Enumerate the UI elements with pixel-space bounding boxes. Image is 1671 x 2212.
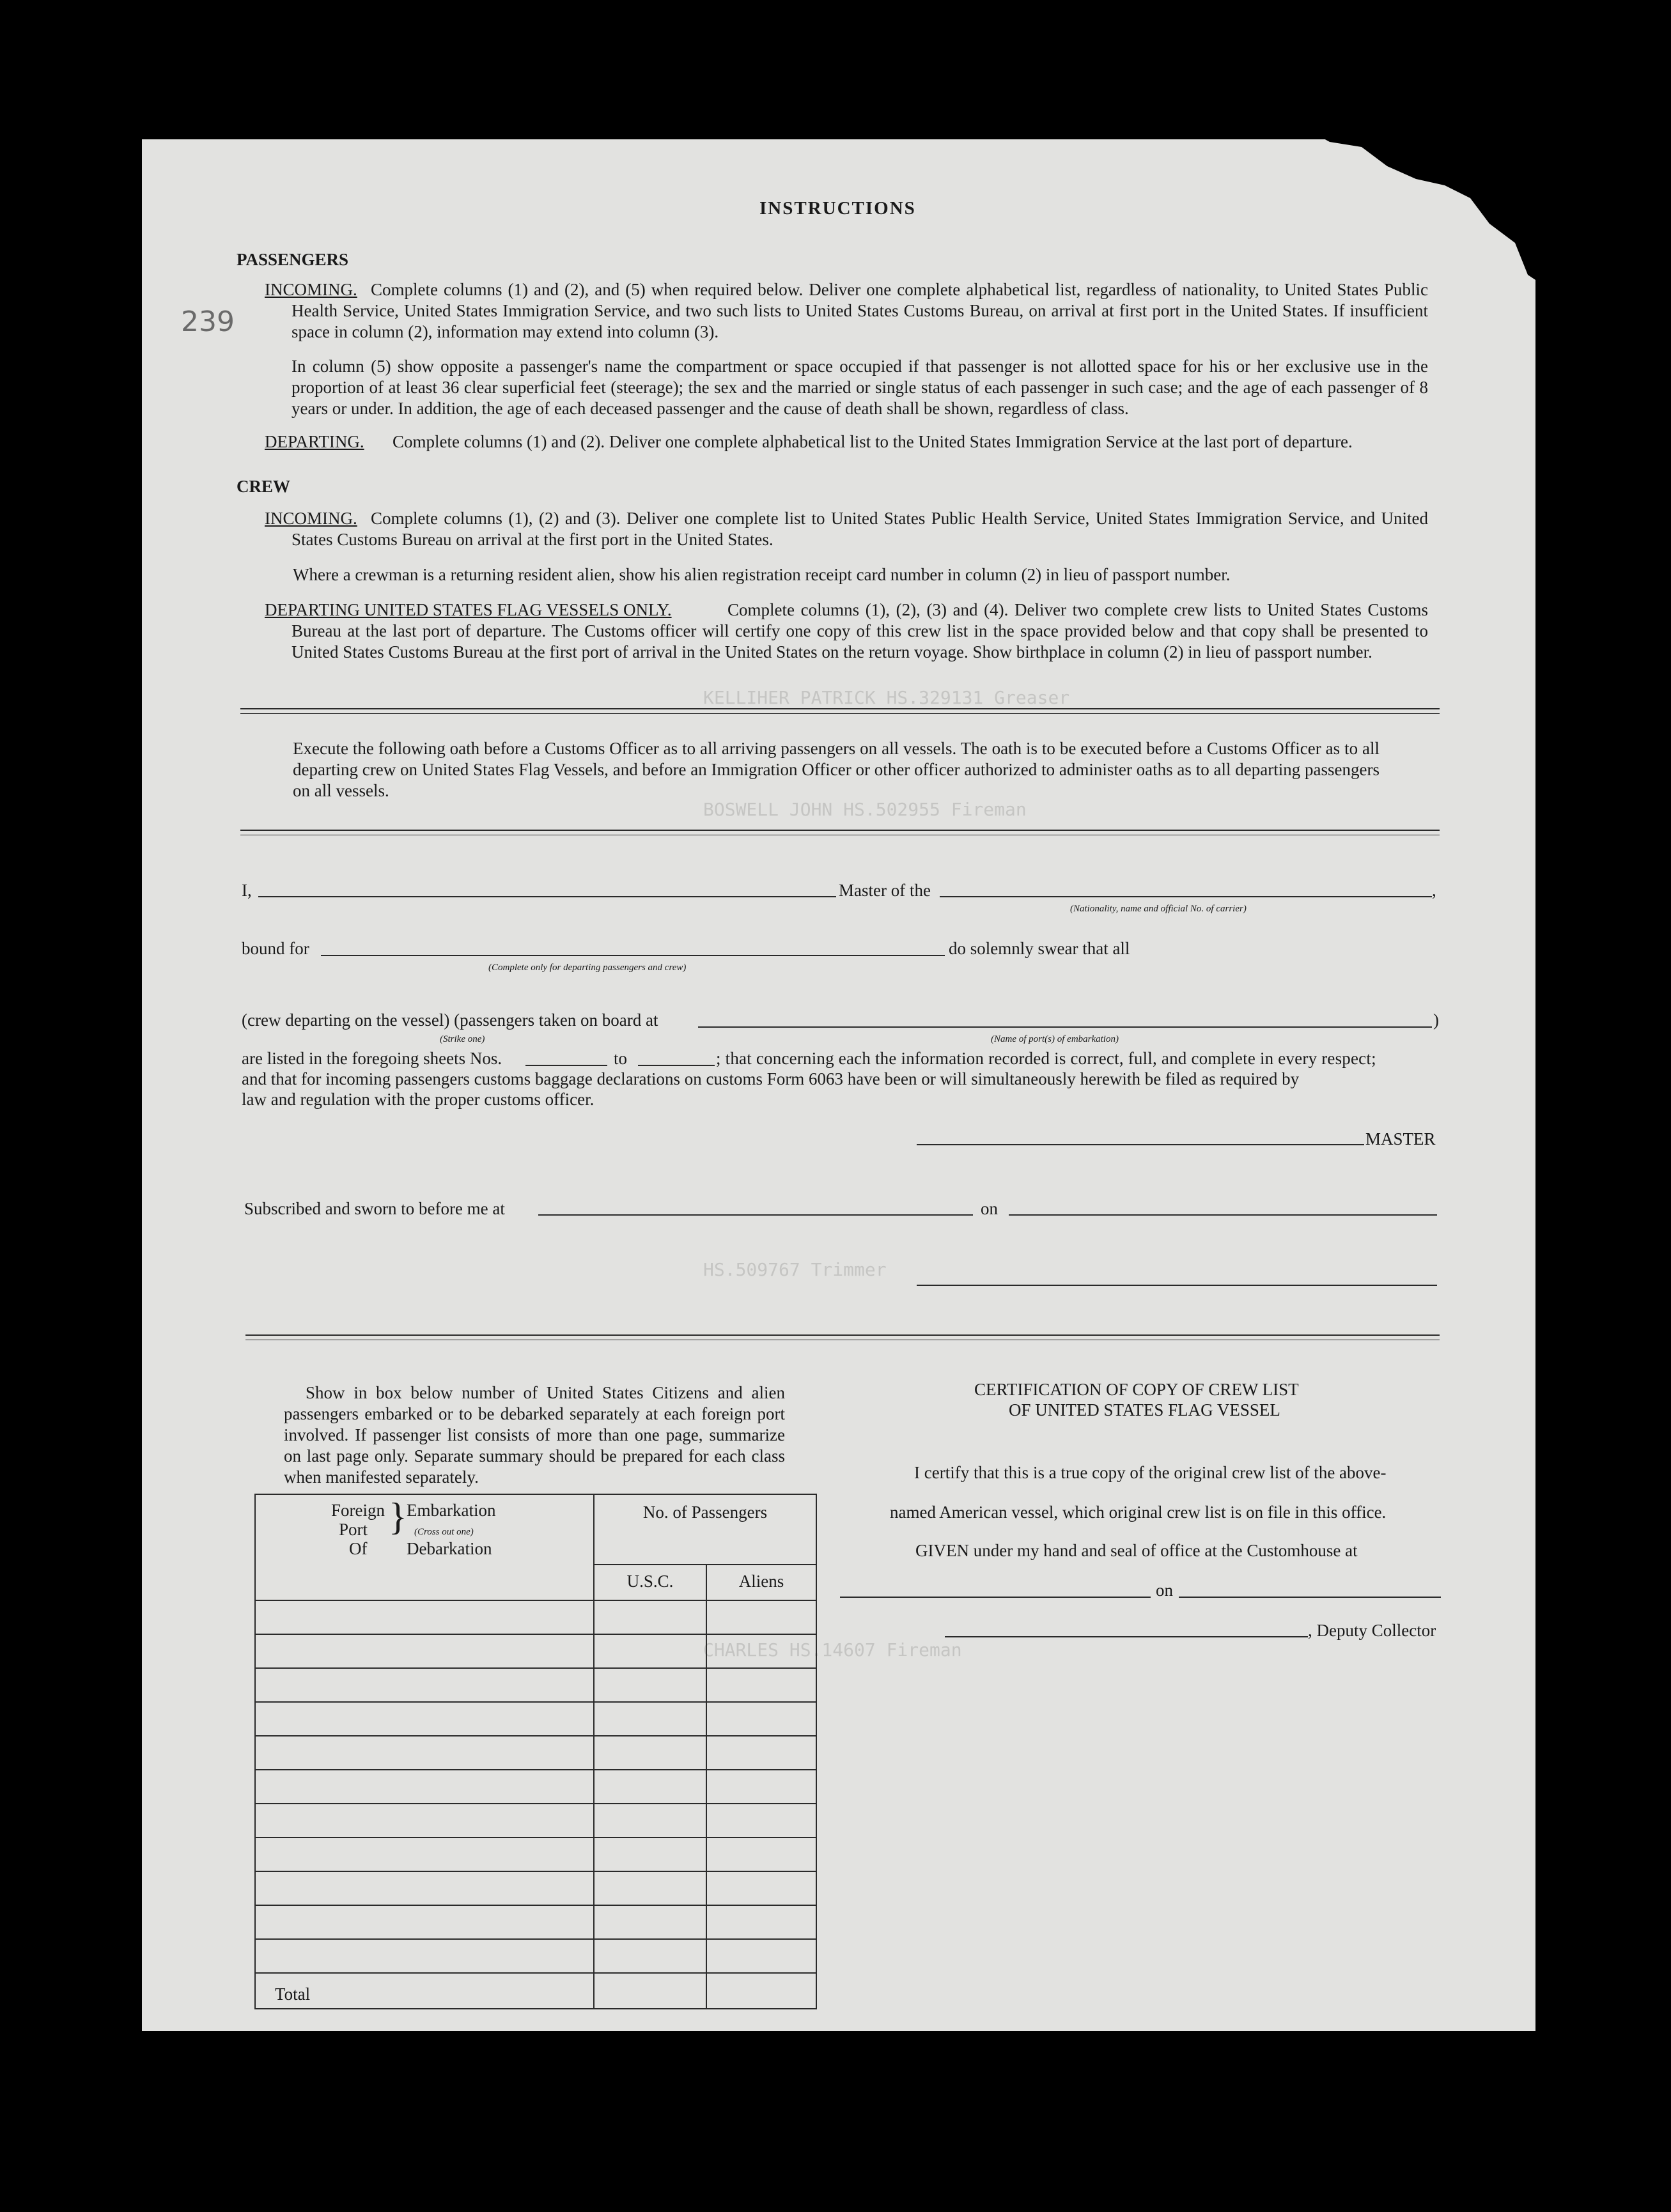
master-of-the-label: Master of the: [839, 881, 931, 900]
on-label: on: [981, 1199, 998, 1218]
table-row[interactable]: [255, 1804, 816, 1837]
crew-incoming-text: Complete columns (1), (2) and (3). Deliver one complete list to United States Public Health Service, United States Immigration Service, and United States Customs Bureau on arrival at the first port in the United States.: [291, 509, 1428, 549]
summary-intro: Show in box below number of United States Citizens and alien passengers embarked or to be debarked separately at each foreign port involved. If passenger list consists of more than one page, summarize on last page only. Separate summary should be prepared for each class when manifested separately.: [284, 1383, 785, 1487]
instructions-title: INSTRUCTIONS: [759, 198, 916, 219]
oath-intro: Execute the following oath before a Customs Officer as to all arriving passengers on all vessels. The oath is to be executed before a Customs Officer as to all departing crew on United States Flag Vessels, and before an Immigration Officer or other officer authorized to administer oaths as to all departing passengers on all vessels.: [293, 739, 1380, 800]
usc-label: U.S.C.: [626, 1572, 674, 1591]
to-label: to: [614, 1049, 628, 1068]
crew-departing-label-oath: (crew departing on the vessel) (passengers taken on board at: [242, 1010, 658, 1030]
passengers-column5-text: In column (5) show opposite a passenger's name the compartment or space occupied if that passenger is not allotted space for his or her exclusive use in the proportion of at least 36 clear superficial feet (steerage); the sex and the married or single status of each passenger in such case; and the age of each passenger of 8 years or under. In addition, the age of each deceased passenger and the cause of death shall be shown, regardless of class.: [291, 357, 1428, 418]
passengers-incoming-label: INCOMING.: [265, 280, 357, 299]
bleed-through: CHARLES HS.14607 Fireman: [703, 1639, 962, 1660]
sheet-to-field[interactable]: [638, 1065, 715, 1066]
subscribed-place-field[interactable]: [538, 1214, 973, 1216]
table-row[interactable]: [255, 1837, 816, 1871]
crew-resident-text: Where a crewman is a returning resident alien, show his alien registration receipt card number in column (2) in lieu of passport number.: [293, 565, 1231, 584]
table-row[interactable]: [255, 1702, 816, 1736]
usc-header: [594, 1565, 706, 1600]
subscribed-label: Subscribed and sworn to before me at: [244, 1199, 505, 1218]
listed-text-b: ; that concerning each the information recorded is correct, full, and complete in every respect;: [716, 1049, 1376, 1068]
brace: }: [389, 1496, 407, 1538]
total-label: Total: [275, 1984, 311, 2004]
port-header-cell: [255, 1494, 594, 1600]
carrier-field[interactable]: [940, 896, 1432, 897]
certification-title-2: OF UNITED STATES FLAG VESSEL: [1009, 1400, 1280, 1419]
crew-departing-label: DEPARTING UNITED STATES FLAG VESSELS ONLY.: [265, 600, 672, 619]
table-row[interactable]: [255, 1634, 816, 1668]
strike-one-caption: (Strike one): [440, 1034, 485, 1044]
certification-title-1: CERTIFICATION OF COPY OF CREW LIST: [974, 1380, 1299, 1399]
debarkation-label: Debarkation: [407, 1539, 492, 1558]
total-row[interactable]: [255, 1973, 816, 2009]
certification-line-1: I certify that this is a true copy of the original crew list of the above-: [914, 1463, 1387, 1482]
listed-text-a: are listed in the foregoing sheets Nos.: [242, 1049, 502, 1068]
oath-i: I,: [242, 881, 252, 900]
passengers-departing-text: Complete columns (1) and (2). Deliver one complete alphabetical list to the United States Immigration Service at the last port of departure.: [392, 432, 1353, 451]
handwritten-page-number: 239: [181, 306, 235, 338]
port-label: Port: [339, 1520, 368, 1539]
master-label: MASTER: [1365, 1129, 1436, 1149]
passengers-incoming-text: Complete columns (1) and (2), and (5) when required below. Deliver one complete alphabetical list, regardless of nationality, to United States Public Health Service, United States Immigration Service, and two such lists to United States Customs Bureau, on arrival at first port in the United States. If insufficient space in column (2), information may extend into column (3).: [291, 280, 1428, 341]
passenger-summary-table: [254, 1494, 817, 2009]
table-row[interactable]: [255, 1871, 816, 1905]
aliens-header: [706, 1565, 816, 1600]
table-row[interactable]: [255, 1905, 816, 1939]
crew-heading: CREW: [237, 477, 291, 496]
divider: [240, 713, 1440, 714]
master-name-field[interactable]: [258, 896, 836, 897]
do-solemnly-label: do solemnly swear that all: [949, 939, 1130, 958]
bleed-through: HS.509767 Trimmer: [703, 1259, 887, 1280]
bleed-through: KELLIHER PATRICK HS.329131 Greaser: [703, 687, 1070, 708]
table-row[interactable]: [255, 1668, 816, 1702]
no-of-passengers-header: [594, 1494, 816, 1565]
crew-departing-text: Complete columns (1), (2), (3) and (4). Deliver two complete crew lists to United States Customs Bureau at the last port of departure. The Customs officer will certify one copy of this crew list in the space provided below and that copy shall be presented to United States Customs Bureau at the first port of arrival in the United States on the return voyage. Show birthplace in column (2) in lieu of passport number.: [291, 600, 1428, 661]
officer-signature-field[interactable]: [917, 1285, 1437, 1286]
deputy-collector-label: , Deputy Collector: [1308, 1621, 1436, 1640]
no-of-passengers-label: No. of Passengers: [642, 1503, 768, 1522]
divider: [245, 1334, 1440, 1336]
certification-date-field[interactable]: [1179, 1597, 1441, 1598]
deputy-collector-signature-field[interactable]: [945, 1636, 1308, 1637]
foreign-label: Foreign: [331, 1501, 385, 1520]
table-row[interactable]: [255, 1736, 816, 1770]
master-signature-field[interactable]: [917, 1144, 1364, 1145]
certification-line-3: GIVEN under my hand and seal of office at the Customhouse at: [915, 1541, 1358, 1560]
bound-for-label: bound for: [242, 939, 309, 958]
port-of-embarkation-field[interactable]: [698, 1026, 1432, 1028]
listed-text-d: law and regulation with the proper customs officer.: [242, 1090, 595, 1109]
passengers-heading: PASSENGERS: [237, 250, 349, 269]
divider: [240, 830, 1440, 831]
embarkation-label: Embarkation: [407, 1501, 496, 1520]
subscribed-date-field[interactable]: [1009, 1214, 1437, 1216]
table-row[interactable]: [255, 1939, 816, 1973]
table-row[interactable]: [255, 1770, 816, 1804]
customhouse-field[interactable]: [840, 1597, 1151, 1598]
oath-comma: ,: [1432, 881, 1436, 900]
certification-on-label: on: [1156, 1581, 1173, 1600]
passengers-departing-label: DEPARTING.: [265, 432, 364, 451]
sheet-from-field[interactable]: [525, 1065, 607, 1066]
bound-for-field[interactable]: [321, 955, 945, 956]
listed-text-c: and that for incoming passengers customs baggage declarations on customs Form 6063 have been or will simultaneously herewith be filed as required by: [242, 1069, 1300, 1088]
of-label: Of: [349, 1539, 368, 1558]
carrier-caption: (Nationality, name and official No. of carrier): [1070, 904, 1247, 914]
ports-caption: (Name of port(s) of embarkation): [991, 1034, 1119, 1044]
cross-out-caption: (Cross out one): [414, 1527, 474, 1537]
table-row[interactable]: [255, 1600, 816, 1634]
bound-caption: (Complete only for departing passengers and crew): [488, 963, 687, 973]
divider: [240, 708, 1440, 709]
bleed-through: BOSWELL JOHN HS.502955 Fireman: [703, 799, 1027, 820]
certification-line-2: named American vessel, which original crew list is on file in this office.: [890, 1503, 1387, 1522]
aliens-label: Aliens: [738, 1572, 784, 1591]
crew-incoming-label: INCOMING.: [265, 509, 357, 528]
close-paren: ): [1433, 1010, 1439, 1030]
